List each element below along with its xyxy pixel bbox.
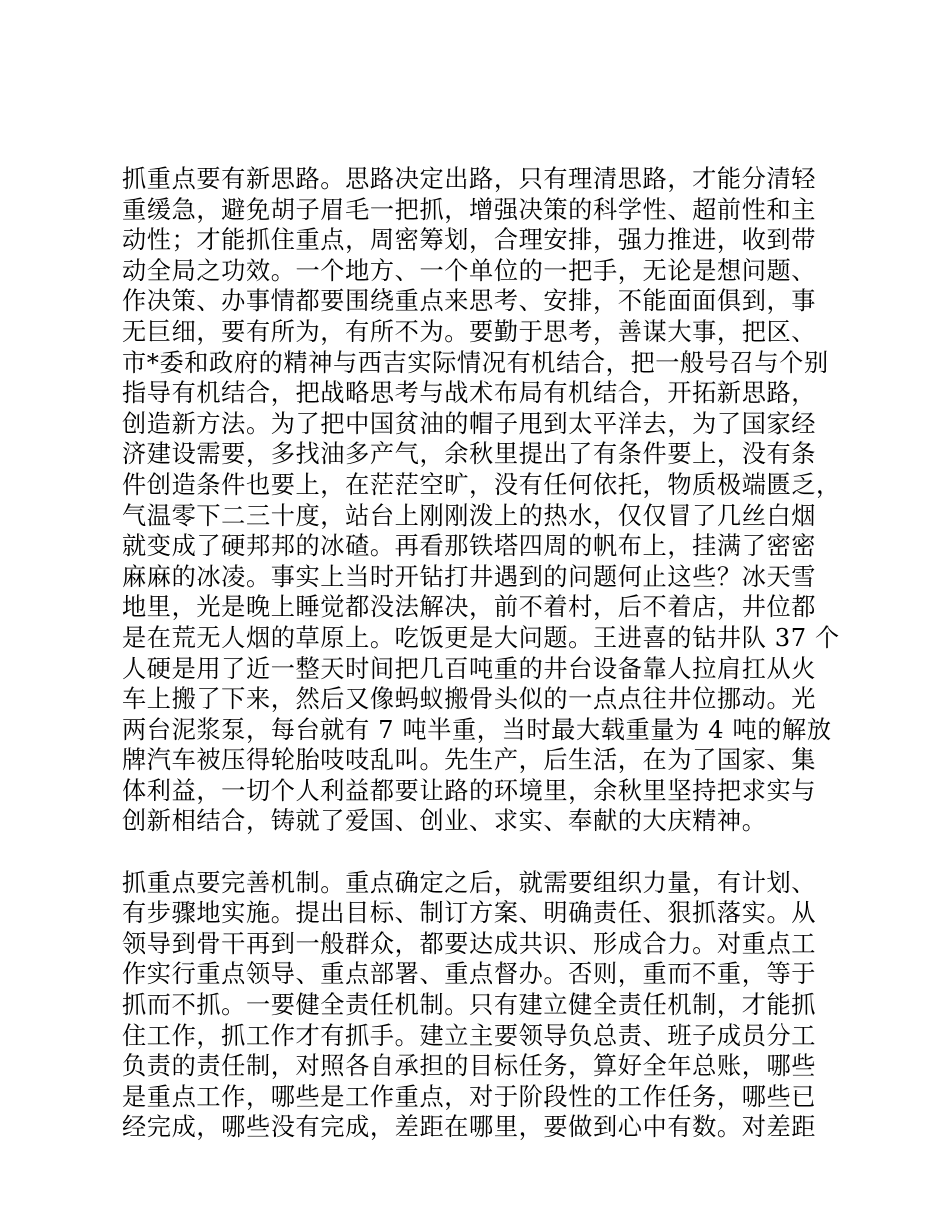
document-page <box>122 164 842 1143</box>
paragraph-1 <box>122 164 842 837</box>
paragraph-gap <box>122 837 842 868</box>
text-line: 两台泥浆泵，每台就有 7 吨半重，当时最大载重量为 4 吨的解放 <box>122 715 832 744</box>
text-line: 创新相结合，铸就了爱国、创业、求实、奉献的大庆精神。 <box>122 807 767 836</box>
text-line: 作实行重点领导、重点部署、重点督办。否则，重而不重，等于 <box>122 960 817 989</box>
paragraph-2 <box>122 868 842 1143</box>
text-line: 重缓急，避免胡子眉毛一把抓，增强决策的科学性、超前性和主 <box>122 195 817 224</box>
text-line: 指导有机结合，把战略思考与战术布局有机结合，开拓新思路， <box>122 379 817 408</box>
text-line: 气温零下二三十度，站台上刚刚泼上的热水，仅仅冒了几丝白烟 <box>122 501 817 530</box>
text-line: 车上搬了下来，然后又像蚂蚁搬骨头似的一点点往井位挪动。光 <box>122 685 817 714</box>
text-line: 有步骤地实施。提出目标、制订方案、明确责任、狠抓落实。从 <box>122 899 817 928</box>
text-line: 济建设需要，多找油多产气，余秋里提出了有条件要上，没有条 <box>122 440 817 469</box>
text-line: 市*委和政府的精神与西吉实际情况有机结合，把一般号召与个别 <box>122 348 829 377</box>
text-line: 无巨细，要有所为，有所不为。要勤于思考，善谋大事，把区、 <box>122 317 817 346</box>
text-line: 领导到骨干再到一般群众，都要达成共识、形成合力。对重点工 <box>122 929 817 958</box>
text-line: 就变成了硬邦邦的冰碴。再看那铁塔四周的帆布上，挂满了密密 <box>122 532 817 561</box>
text-line: 是重点工作，哪些是工作重点，对于阶段性的工作任务，哪些已 <box>122 1082 817 1111</box>
text-line: 抓重点要完善机制。重点确定之后，就需要组织力量，有计划、 <box>122 868 817 897</box>
text-line: 是在荒无人烟的草原上。吃饭更是大问题。王进喜的钻井队 37 个 <box>122 623 840 652</box>
text-line: 件创造条件也要上，在茫茫空旷，没有任何依托，物质极端匮乏， <box>122 470 841 499</box>
text-line: 牌汽车被压得轮胎吱吱乱叫。先生产，后生活，在为了国家、集 <box>122 746 817 775</box>
text-line: 动全局之功效。一个地方、一个单位的一把手，无论是想问题、 <box>122 256 817 285</box>
text-line: 抓而不抓。一要健全责任机制。只有建立健全责任机制，才能抓 <box>122 991 817 1020</box>
text-line: 负责的责任制，对照各自承担的目标任务，算好全年总账，哪些 <box>122 1052 817 1081</box>
text-line: 创造新方法。为了把中国贫油的帽子甩到太平洋去，为了国家经 <box>122 409 817 438</box>
text-line: 经完成，哪些没有完成，差距在哪里，要做到心中有数。对差距 <box>122 1113 817 1142</box>
text-line: 抓重点要有新思路。思路决定出路，只有理清思路，才能分清轻 <box>122 165 817 193</box>
text-line: 住工作，抓工作才有抓手。建立主要领导负总责、班子成员分工 <box>122 1021 817 1050</box>
text-line: 麻麻的冰凌。事实上当时开钻打井遇到的问题何止这些？冰天雪 <box>122 562 817 591</box>
text-line: 人硬是用了近一整天时间把几百吨重的井台设备靠人拉肩扛从火 <box>122 654 817 683</box>
text-line: 地里，光是晚上睡觉都没法解决，前不着村，后不着店，井位都 <box>122 593 817 622</box>
text-line: 体利益，一切个人利益都要让路的环境里，余秋里坚持把求实与 <box>122 776 817 805</box>
text-line: 动性；才能抓住重点，周密筹划，合理安排，强力推进，收到带 <box>122 226 817 255</box>
text-line: 作决策、办事情都要围绕重点来思考、安排，不能面面俱到，事 <box>122 287 817 316</box>
